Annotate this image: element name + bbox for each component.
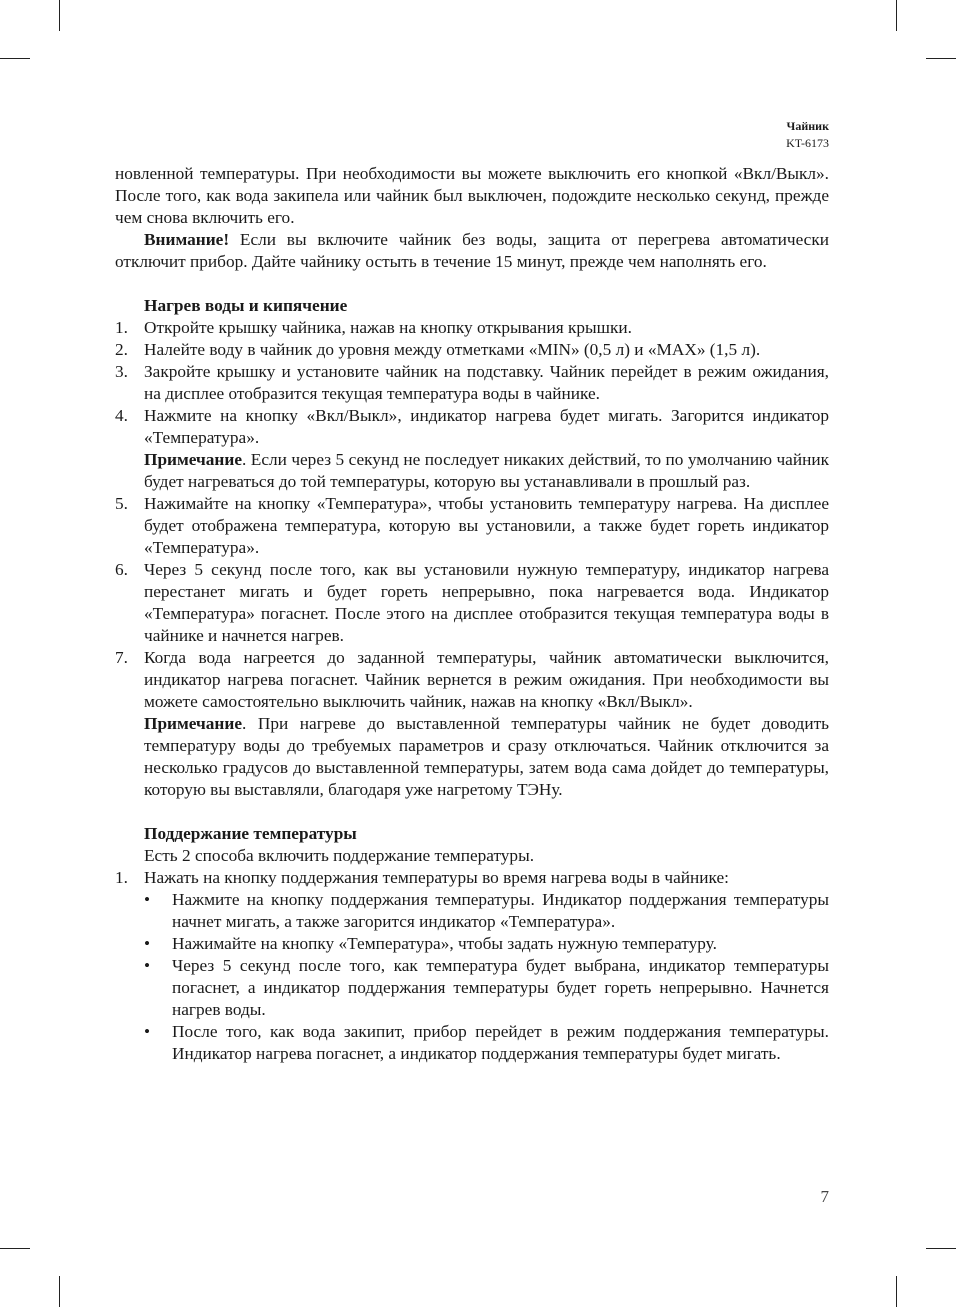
item-number: 4. [115, 406, 128, 425]
bullet-item [115, 1021, 829, 1065]
bullet-text: Нажимайте на кнопку «Температура», чтобы задать нужную температуру. [172, 934, 717, 953]
item-number: 5. [115, 494, 128, 513]
crop-mark [0, 1248, 30, 1249]
list-item [115, 867, 829, 889]
bullet-text: Нажмите на кнопку поддержания температуры. Индикатор поддержания температуры начнет мигать, а также загорится индикатор «Температура». [172, 890, 829, 931]
bullet-icon: • [144, 934, 151, 953]
item-text: Налейте воду в чайник до уровня между отметками «MIN» (0,5 л) и «MAX» (1,5 л). [144, 340, 761, 359]
list-item [115, 339, 829, 361]
bullet-icon: • [144, 890, 151, 909]
section-heading-keep-warm: Поддержание температуры [144, 824, 357, 843]
item-text: Когда вода нагреется до заданной температуры, чайник автоматически выключится, индикатор нагрева погаснет. Чайник вернется в режим ожидания. При необходимости вы можете самостоятельно выключить чайник, нажав на кнопку «Вкл/Выкл». [144, 648, 829, 711]
note-paragraph [115, 713, 829, 801]
bullet-text: Через 5 секунд после того, как температура будет выбрана, индикатор температуры погаснет, а индикатор поддержания температуры будет гореть непрерывно. Начнется нагрев воды. [172, 956, 829, 1019]
crop-mark [896, 0, 897, 31]
list-item [115, 647, 829, 713]
bullet-item [115, 955, 829, 1021]
item-text: Нажмите на кнопку «Вкл/Выкл», индикатор нагрева будет мигать. Загорится индикатор «Температура». [144, 406, 829, 447]
note-label: Примечание [144, 450, 242, 469]
intro-paragraph: новленной температуры. При необходимости вы можете выключить его кнопкой «Вкл/Выкл». После того, как вода закипела или чайник был выключен, подождите несколько секунд, прежде чем снова включить его. [115, 164, 829, 227]
item-text: Откройте крышку чайника, нажав на кнопку открывания крышки. [144, 318, 632, 337]
crop-mark [59, 1276, 60, 1307]
bullet-text: После того, как вода закипит, прибор перейдет в режим поддержания температуры. Индикатор нагрева погаснет, а индикатор поддержания температуры будет мигать. [172, 1022, 829, 1063]
note-label: Примечание [144, 714, 242, 733]
bullet-item [115, 933, 829, 955]
list-item [115, 405, 829, 449]
item-number: 6. [115, 560, 128, 579]
list-item [115, 493, 829, 559]
note-paragraph [115, 449, 829, 493]
list-item [115, 559, 829, 647]
crop-mark [926, 58, 956, 59]
warning-text: Если вы включите чайник без воды, защита от перегрева автоматически отключит прибор. Дайте чайнику остыть в течение 15 минут, прежде чем наполнять его. [115, 230, 829, 271]
item-number: 3. [115, 362, 128, 381]
crop-mark [926, 1248, 956, 1249]
bullet-icon: • [144, 1022, 151, 1041]
bullet-icon: • [144, 956, 151, 975]
model-number: KT-6173 [786, 136, 829, 150]
item-number: 1. [115, 318, 128, 337]
item-number: 1. [115, 868, 128, 887]
crop-mark [896, 1276, 897, 1307]
item-text: Закройте крышку и установите чайник на подставку. Чайник перейдет в режим ожидания, на дисплее отобразится текущая температура воды в чайнике. [144, 362, 829, 403]
running-header [786, 118, 829, 152]
crop-mark [59, 0, 60, 31]
item-text: Нажать на кнопку поддержания температуры во время нагрева воды в чайнике: [144, 868, 729, 887]
section-intro: Есть 2 способа включить поддержание температуры. [144, 846, 535, 865]
item-number: 7. [115, 648, 128, 667]
crop-mark [0, 58, 30, 59]
page-number: 7 [820, 1187, 829, 1206]
item-text: Нажимайте на кнопку «Температура», чтобы установить температуру нагрева. На дисплее будет отображена температура, которую вы установили, а также будет гореть индикатор «Температура». [144, 494, 829, 557]
warning-label: Внимание! [144, 230, 230, 249]
bullet-item [115, 889, 829, 933]
page-content [115, 163, 829, 1065]
note-text: . Если через 5 секунд не последует никаких действий, то по умолчанию чайник будет нагреваться до той температуры, которую вы устанавливали в прошлый раз. [144, 450, 829, 491]
list-item [115, 361, 829, 405]
section-heading-heating: Нагрев воды и кипячение [144, 296, 348, 315]
list-item [115, 317, 829, 339]
item-number: 2. [115, 340, 128, 359]
product-title: Чайник [786, 119, 829, 133]
warning-paragraph [115, 229, 829, 273]
note-text: . При нагреве до выставленной температуры чайник не будет доводить температуру воды до требуемых параметров и сразу отключаться. Чайник отключится за несколько градусов до выставленной температуры, затем вода сама дойдет до температуры, которую вы выставляли, благодаря уже нагретому ТЭНу. [144, 714, 829, 799]
item-text: Через 5 секунд после того, как вы установили нужную температуру, индикатор нагрева перестанет мигать и будет гореть непрерывно, пока нагревается вода. Индикатор «Температура» погаснет. После этого на дисплее отобразится текущая температура воды в чайнике и начнется нагрев. [144, 560, 829, 645]
